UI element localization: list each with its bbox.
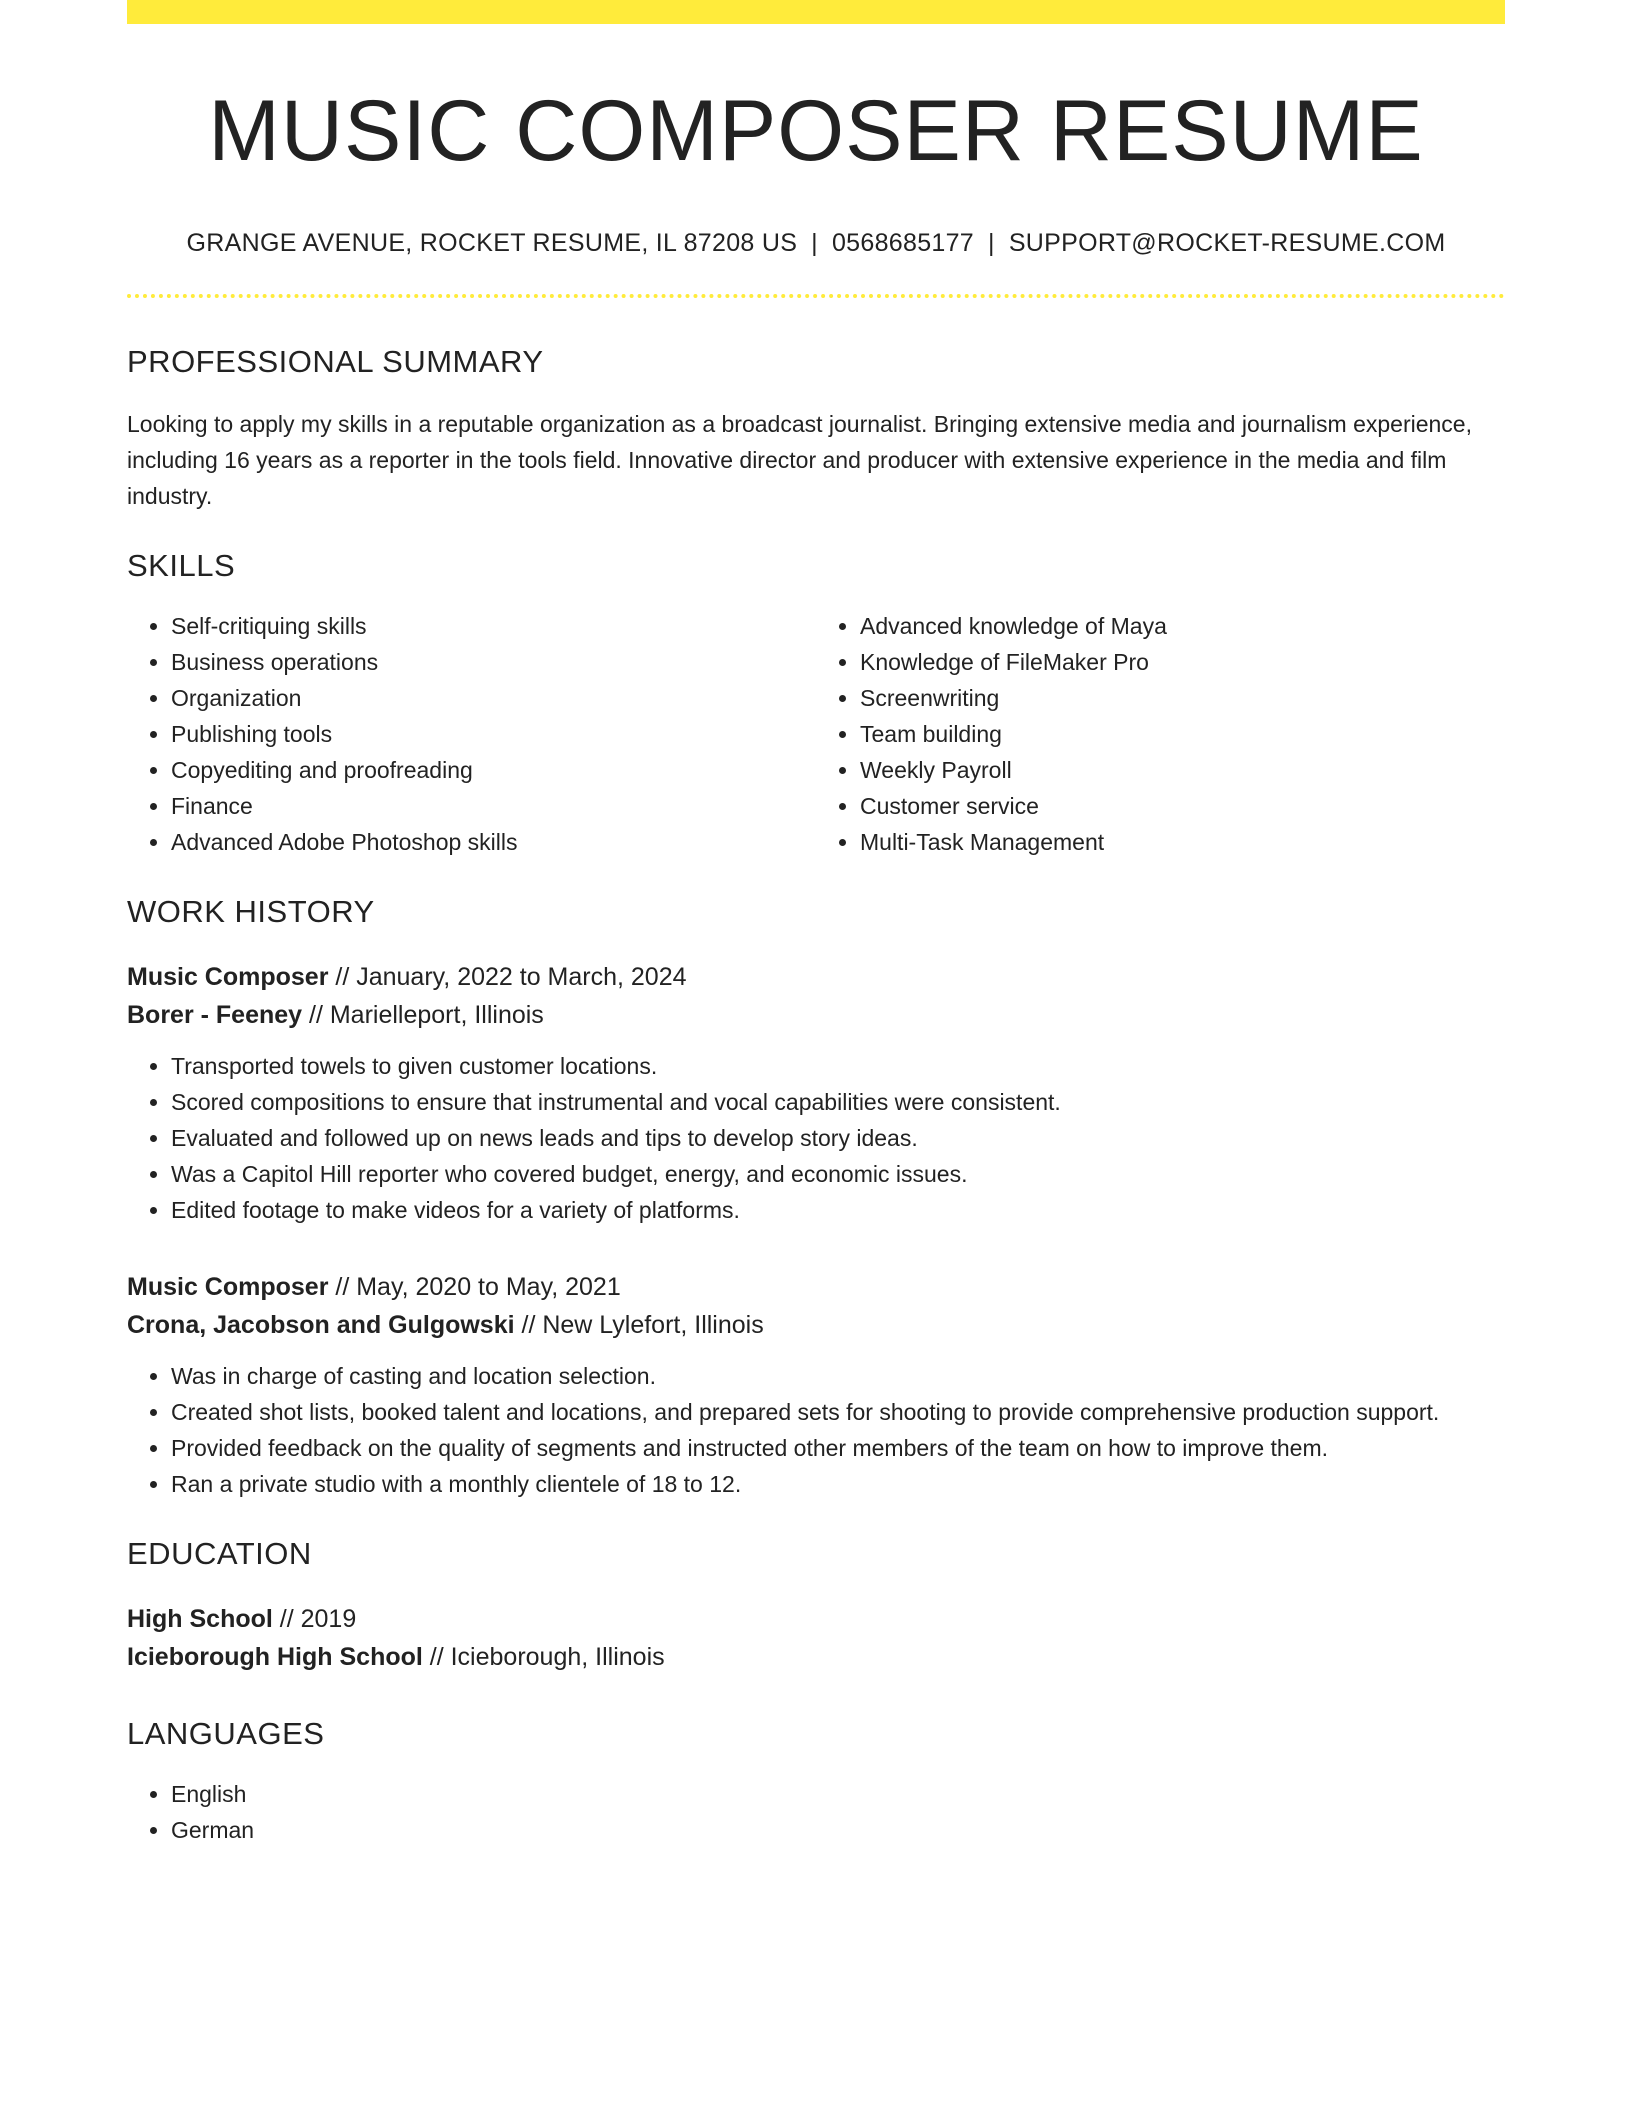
skill-item: • Publishing tools xyxy=(171,716,816,752)
education-location: // Icieborough, Illinois xyxy=(422,1642,665,1671)
contact-address: GRANGE AVENUE, ROCKET RESUME, IL 87208 US xyxy=(186,228,798,257)
skill-item: • Finance xyxy=(171,788,816,824)
skill-item: • Copyediting and proofreading xyxy=(171,752,816,788)
job-location: // New Lylefort, Illinois xyxy=(514,1310,764,1339)
job-dates: // January, 2022 to March, 2024 xyxy=(328,962,687,991)
job-dates: // May, 2020 to May, 2021 xyxy=(328,1272,621,1301)
skill-item: • Business operations xyxy=(171,644,816,680)
job-location: // Marielleport, Illinois xyxy=(302,1000,544,1029)
job-bullet: • Created shot lists, booked talent and locations, and prepared sets for shooting to provide comprehensive production support. xyxy=(171,1394,1505,1430)
job-entry xyxy=(127,958,1505,1228)
job-bullet: • Evaluated and followed up on news leads and tips to develop story ideas. xyxy=(171,1120,1505,1156)
education-heading: EDUCATION xyxy=(127,1535,312,1571)
contact-email: SUPPORT@ROCKET-RESUME.COM xyxy=(1008,228,1446,257)
accent-top-bar xyxy=(127,0,1505,24)
language-item: • German xyxy=(171,1812,1505,1848)
education-entry xyxy=(127,1600,1505,1676)
skill-item: • Advanced Adobe Photoshop skills xyxy=(171,824,816,860)
summary-text: Looking to apply my skills in a reputable organization as a broadcast journalist. Bringing extensive media and journalism experience, including 16 years as a reporter in the tools field. Innovative director and producer with extensive experience in the media and film industry. xyxy=(127,410,1472,509)
job-title-line xyxy=(127,1268,1505,1306)
education-year: // 2019 xyxy=(272,1604,357,1633)
skill-item: • Screenwriting xyxy=(860,680,1505,716)
job-bullet: • Scored compositions to ensure that instrumental and vocal capabilities were consistent. xyxy=(171,1084,1505,1120)
job-company-line xyxy=(127,1306,1505,1344)
dotted-divider xyxy=(127,294,1505,298)
skills-list-right xyxy=(816,608,1505,860)
job-bullet: • Was in charge of casting and location selection. xyxy=(171,1358,1505,1394)
skill-item: • Knowledge of FileMaker Pro xyxy=(860,644,1505,680)
job-title: Music Composer xyxy=(127,962,329,991)
resume-page xyxy=(127,0,1505,1848)
skill-item: • Organization xyxy=(171,680,816,716)
page-title: MUSIC COMPOSER RESUME xyxy=(208,83,1424,179)
job-bullets xyxy=(127,1358,1505,1502)
languages-list xyxy=(127,1776,1505,1848)
contact-separator: | xyxy=(811,228,818,257)
skill-item: • Multi-Task Management xyxy=(860,824,1505,860)
education-school-line xyxy=(127,1638,1505,1676)
summary-heading: PROFESSIONAL SUMMARY xyxy=(127,343,544,379)
job-company: Borer - Feeney xyxy=(127,1000,303,1029)
job-bullet: • Provided feedback on the quality of segments and instructed other members of the team on how to improve them. xyxy=(171,1430,1505,1466)
job-bullets xyxy=(127,1048,1505,1228)
languages-heading: LANGUAGES xyxy=(127,1715,325,1751)
contact-phone: 0568685177 xyxy=(831,228,975,257)
skill-item: • Customer service xyxy=(860,788,1505,824)
skills-heading: SKILLS xyxy=(127,547,236,583)
skill-item: • Weekly Payroll xyxy=(860,752,1505,788)
job-entry xyxy=(127,1268,1505,1502)
language-item: • English xyxy=(171,1776,1505,1812)
skill-item: • Self-critiquing skills xyxy=(171,608,816,644)
job-company: Crona, Jacobson and Gulgowski xyxy=(127,1310,515,1339)
skill-item: • Team building xyxy=(860,716,1505,752)
education-degree: High School xyxy=(127,1604,273,1633)
education-school: Icieborough High School xyxy=(127,1642,423,1671)
education-degree-line xyxy=(127,1600,1505,1638)
job-company-line xyxy=(127,996,1505,1034)
job-title: Music Composer xyxy=(127,1272,329,1301)
work-history-heading: WORK HISTORY xyxy=(127,893,375,929)
job-title-line xyxy=(127,958,1505,996)
job-bullet: • Transported towels to given customer locations. xyxy=(171,1048,1505,1084)
skill-item: • Advanced knowledge of Maya xyxy=(860,608,1505,644)
job-bullet: • Was a Capitol Hill reporter who covered budget, energy, and economic issues. xyxy=(171,1156,1505,1192)
skills-columns xyxy=(127,608,1505,860)
skills-list-left xyxy=(127,608,816,860)
contact-separator: | xyxy=(988,228,995,257)
job-bullet: • Ran a private studio with a monthly clientele of 18 to 12. xyxy=(171,1466,1505,1502)
job-bullet: • Edited footage to make videos for a variety of platforms. xyxy=(171,1192,1505,1228)
contact-line xyxy=(127,229,1505,258)
